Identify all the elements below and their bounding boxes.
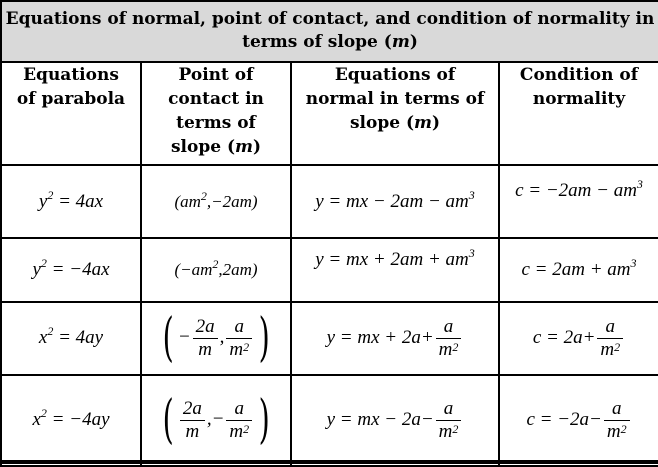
table-row (1, 302, 658, 375)
denominator-base: m (229, 420, 244, 442)
title-line-1: Equations of normal, point of contact, and condition of normality in (5, 9, 655, 30)
parabola-exponent: 2 (47, 187, 54, 202)
header-col2-line2: contact in (168, 88, 264, 109)
right-paren-icon: ) (258, 308, 270, 369)
bottom-rule (0, 460, 658, 464)
condition-exponent: 3 (630, 255, 637, 270)
denominator-exponent: 2 (452, 339, 459, 354)
parabola-rhs: = −4ay (46, 409, 110, 431)
denominator-exponent: 2 (620, 421, 627, 436)
header-equation-of-parabola (1, 62, 141, 165)
condition-cell (499, 165, 658, 238)
header-col3-line1: Equations of (334, 64, 456, 85)
parabola-exponent: 2 (47, 324, 54, 339)
header-col1-line2: of parabola (16, 88, 126, 109)
denominator-exponent: 2 (243, 339, 250, 354)
condition-exponent: 3 (636, 177, 643, 192)
parabola-equation-cell (1, 375, 141, 466)
contact-point-cell (141, 375, 291, 466)
header-col2-line1: Point of (178, 64, 254, 85)
fraction-denominator: m (185, 420, 200, 442)
fraction-denominator (226, 421, 252, 443)
header-col4-line2: normality (532, 88, 626, 109)
contact-exponent: 2 (200, 188, 207, 203)
header-col4-line1: Condition of (519, 64, 639, 85)
condition-cell (499, 238, 658, 302)
fraction-denominator: m (198, 338, 213, 360)
fraction-numerator: a (226, 398, 252, 421)
normal-equation-cell (291, 375, 499, 466)
header-col2-line4-suffix: ) (253, 136, 262, 157)
fraction-numerator: 2a (180, 398, 205, 421)
normal-equation-cell (291, 302, 499, 375)
fraction-denominator (226, 339, 252, 361)
fraction-denominator (597, 339, 623, 361)
header-point-of-contact (141, 62, 291, 165)
title-line-2-suffix: ) (409, 32, 418, 53)
header-col3-line2: normal in terms of (305, 88, 485, 109)
title-line-2-prefix: terms of slope ( (242, 32, 392, 53)
denominator-base: m (438, 420, 453, 442)
contact-fraction-1 (180, 398, 205, 443)
left-paren-icon: ( (162, 308, 174, 369)
contact-part-a: (am (174, 191, 201, 211)
condition-fraction (597, 316, 623, 361)
table-row (1, 238, 658, 302)
contact-point-cell (141, 165, 291, 238)
parabola-lhs: y (38, 190, 48, 212)
contact-separator: ,− (206, 408, 225, 430)
header-col2-line3: terms of (176, 112, 256, 133)
header-equation-of-normal (291, 62, 499, 165)
denominator-base: m (438, 338, 453, 360)
parabola-equation-cell (1, 302, 141, 375)
parabola-equation-cell (1, 165, 141, 238)
parabola-equation-cell (1, 238, 141, 302)
denominator-exponent: 2 (243, 421, 250, 436)
denominator-base: m (229, 338, 244, 360)
parabola-exponent: 2 (40, 406, 47, 421)
left-paren-icon: ( (162, 390, 174, 451)
contact-exponent: 2 (212, 256, 219, 271)
normal-exponent: 3 (468, 187, 475, 202)
contact-part-b: ,2am) (218, 259, 258, 279)
fraction-denominator (436, 339, 462, 361)
parabola-rhs: = −4ax (46, 258, 110, 280)
denominator-exponent: 2 (452, 421, 459, 436)
contact-sign-1: − (177, 326, 191, 348)
contact-separator: , (219, 326, 225, 348)
normal-exponent: 3 (468, 246, 475, 261)
parabola-exponent: 2 (40, 255, 47, 270)
parabola-rhs: = 4ax (53, 190, 104, 212)
table-row (1, 165, 658, 238)
contact-point-cell (141, 302, 291, 375)
normal-expression: y = mx − 2a− (326, 408, 434, 430)
normal-equation-cell (291, 238, 499, 302)
header-col3-line3-prefix: slope ( (349, 112, 414, 133)
normal-expression: y = mx + 2am + am (315, 249, 469, 271)
parabola-rhs: = 4ay (53, 327, 104, 349)
condition-cell (499, 302, 658, 375)
table-row (1, 375, 658, 466)
normal-fraction (436, 398, 462, 443)
condition-expression: c = −2a− (526, 408, 602, 430)
header-condition-of-normality (499, 62, 658, 165)
contact-fraction-2 (226, 398, 252, 443)
parabola-lhs: y (32, 258, 41, 280)
condition-fraction (604, 398, 630, 443)
contact-part-b: ,−2am) (206, 191, 258, 211)
normal-fraction (436, 316, 462, 361)
condition-expression: c = 2am + am (521, 258, 631, 280)
condition-expression: c = −2am − am (515, 180, 637, 202)
header-col3-line3-var: m (414, 112, 432, 133)
parabola-lhs: x (32, 409, 41, 431)
condition-cell (499, 375, 658, 466)
header-col1-line1: Equations (23, 64, 119, 85)
header-row (1, 62, 658, 165)
parabola-lhs: x (38, 327, 48, 349)
normal-equation-cell (291, 165, 499, 238)
fraction-numerator: a (597, 316, 623, 339)
condition-expression: c = 2a+ (532, 326, 596, 348)
denominator-base: m (606, 420, 621, 442)
denominator-base: m (600, 338, 615, 360)
table-title (1, 1, 658, 62)
normal-expression: y = mx − 2am − am (315, 190, 469, 212)
normal-expression: y = mx + 2a+ (326, 326, 434, 348)
title-row (1, 1, 658, 62)
fraction-numerator: 2a (193, 316, 218, 339)
fraction-numerator: a (226, 316, 252, 339)
header-col3-line3-suffix: ) (432, 112, 441, 133)
contact-fraction-1 (193, 316, 218, 361)
contact-fraction-2 (226, 316, 252, 361)
fraction-numerator: a (604, 398, 630, 421)
header-col2-line4-var: m (235, 136, 253, 157)
fraction-denominator (436, 421, 462, 443)
header-col2-line4-prefix: slope ( (170, 136, 235, 157)
contact-point-cell (141, 238, 291, 302)
contact-part-a: (−am (174, 259, 213, 279)
right-paren-icon: ) (258, 390, 270, 451)
fraction-numerator: a (436, 316, 462, 339)
fraction-numerator: a (436, 398, 462, 421)
fraction-denominator (604, 421, 630, 443)
title-line-2-var: m (391, 32, 410, 53)
denominator-exponent: 2 (614, 339, 621, 354)
